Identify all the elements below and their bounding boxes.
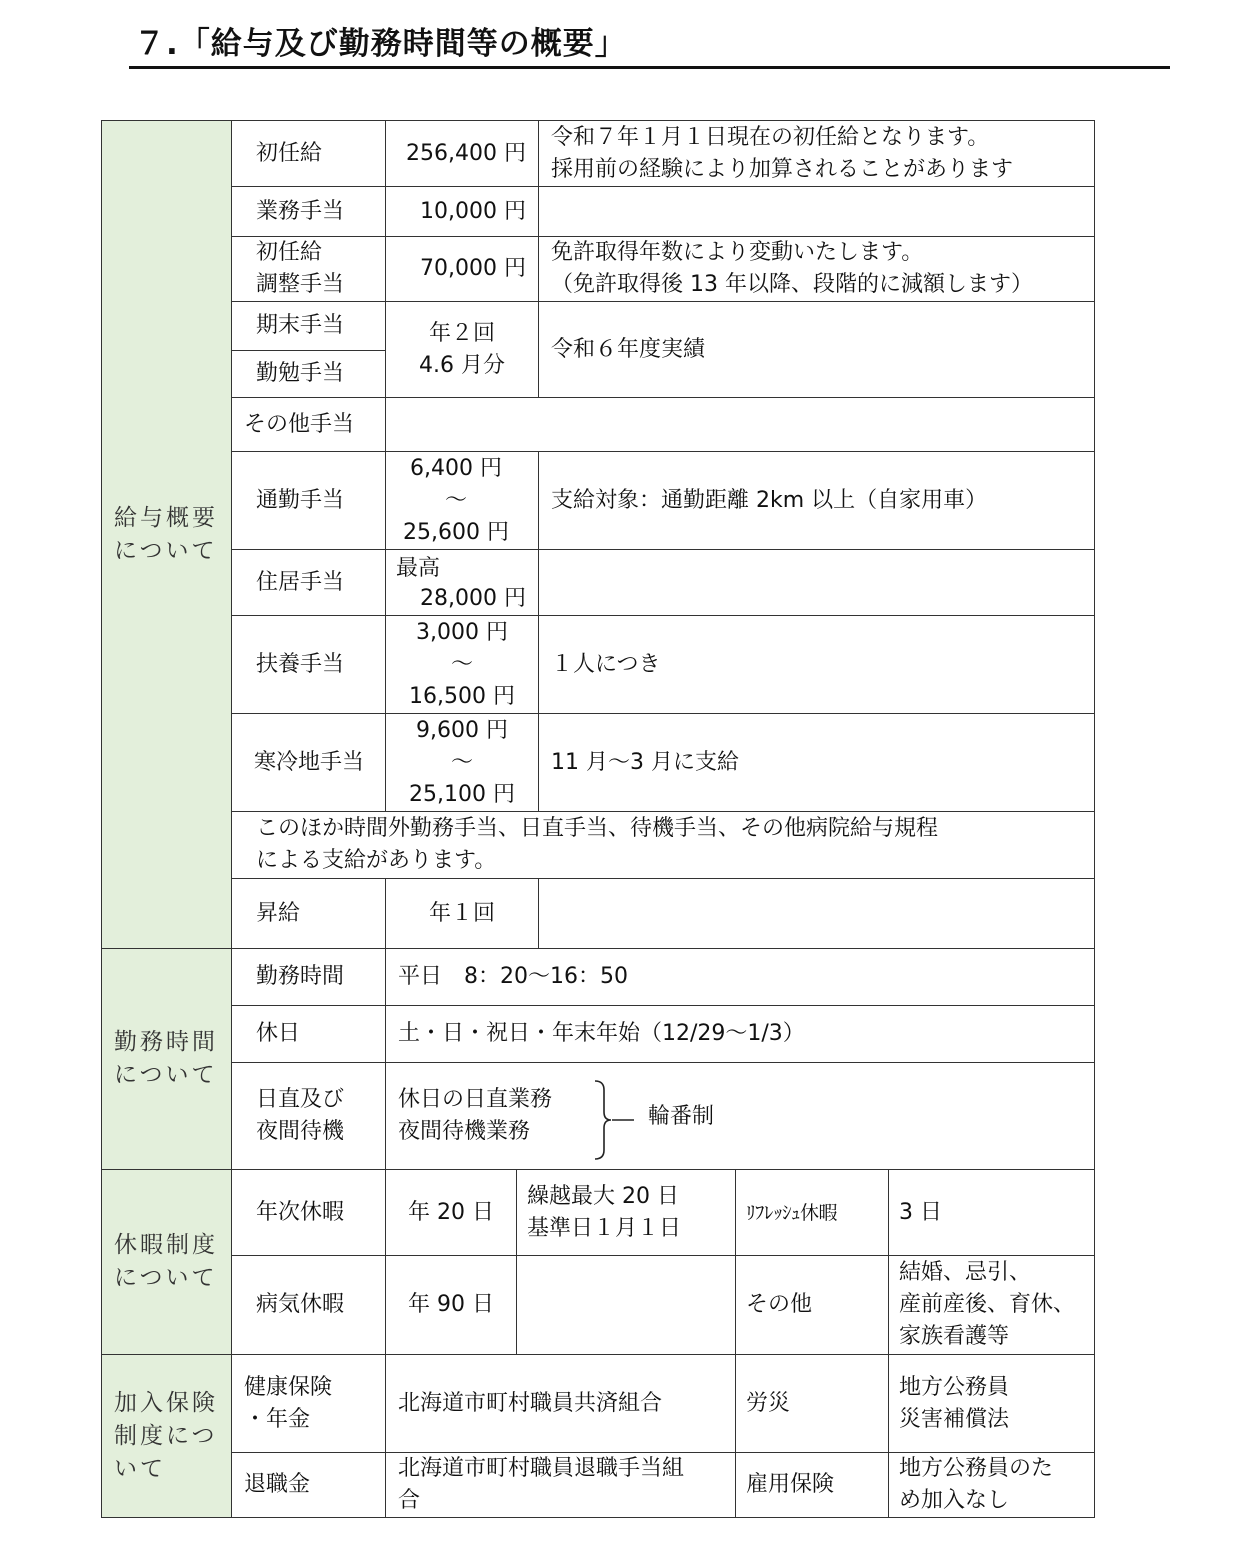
cold-region-allowance-label: 寒冷地手当 xyxy=(231,713,386,812)
sick-leave-value: 年 90 日 xyxy=(385,1255,517,1355)
dependent-allowance-value: 3,000 円 ～ 16,500 円 xyxy=(385,615,539,714)
commute-allowance-label: 通勤手当 xyxy=(231,451,386,550)
cold-region-allowance-note: 11 月～3 月に支給 xyxy=(538,713,1095,812)
sick-leave-note xyxy=(516,1255,736,1355)
dependent-allowance-note: １人につき xyxy=(538,615,1095,714)
work-hours-value: 平日 8：20～16：50 xyxy=(385,948,1095,1006)
right-brace-icon xyxy=(594,1080,612,1160)
adjust-allowance-note: 免許取得年数により変動いたします。 （免許取得後 13 年以降、段階的に減額します） xyxy=(538,236,1095,302)
starting-pay-note: 令和７年１月１日現在の初任給となります。 採用前の経験により加算されることがあります xyxy=(538,120,1095,187)
term-end-allowance-label: 期末手当 xyxy=(231,301,386,351)
housing-allowance-prefix: 最高 xyxy=(396,556,441,581)
salary-footnote: このほか時間外勤務手当、日直手当、待機手当、その他病院給与規程 による支給があります。 xyxy=(231,811,1095,879)
holiday-value: 土・日・祝日・年末年始（12/29～1/3） xyxy=(385,1005,1095,1063)
section-salary: 給与概要 について xyxy=(101,120,232,949)
section-leave: 休暇制度 について xyxy=(101,1169,232,1355)
duty-allowance-label: 業務手当 xyxy=(231,186,386,237)
duty-standby-label: 日直及び 夜間待機 xyxy=(231,1062,386,1170)
duty-standby-value: 休日の日直業務 夜間待機業務 xyxy=(385,1062,1095,1170)
refresh-leave-label: ﾘﾌﾚｯｼｭ休暇 xyxy=(735,1169,889,1256)
annual-leave-note: 繰越最大 20 日 基準日１月１日 xyxy=(516,1169,736,1256)
other-leave-value: 結婚、忌引、 産前産後、育休、 家族看護等 xyxy=(888,1255,1095,1355)
annual-leave-value: 年 20 日 xyxy=(385,1169,517,1256)
refresh-leave-value: 3 日 xyxy=(888,1169,1095,1256)
bonus-note: 令和６年度実績 xyxy=(538,301,1095,398)
page-title: ７.「給与及び勤務時間等の概要」 xyxy=(134,26,627,62)
retirement-label: 退職金 xyxy=(231,1452,386,1518)
retirement-value: 北海道市町村職員退職手当組 合 xyxy=(385,1452,736,1518)
raise-value: 年１回 xyxy=(385,878,539,949)
commute-allowance-value: 6,400 円 ～ 25,600 円 xyxy=(385,451,539,550)
annual-leave-label: 年次休暇 xyxy=(231,1169,386,1256)
adjust-allowance-label: 初任給 調整手当 xyxy=(231,236,386,302)
bonus-value: 年２回 4.6 月分 xyxy=(385,301,539,398)
connector-line xyxy=(612,1115,636,1125)
dependent-allowance-label: 扶養手当 xyxy=(231,615,386,714)
starting-pay-value: 256,400 円 xyxy=(385,120,539,187)
duty-allowance-note xyxy=(538,186,1095,237)
other-allowance-value xyxy=(385,397,1095,452)
health-insurance-label: 健康保険 ・年金 xyxy=(231,1354,386,1453)
diligence-allowance-label: 勤勉手当 xyxy=(231,350,386,398)
health-insurance-value: 北海道市町村職員共済組合 xyxy=(385,1354,736,1453)
housing-allowance-label: 住居手当 xyxy=(231,549,386,616)
cold-region-allowance-value: 9,600 円 ～ 25,100 円 xyxy=(385,713,539,812)
other-leave-label: その他 xyxy=(735,1255,889,1355)
accident-insurance-label: 労災 xyxy=(735,1354,889,1453)
housing-allowance-note xyxy=(538,549,1095,616)
employment-insurance-value: 地方公務員のた め加入なし xyxy=(888,1452,1095,1518)
section-insurance: 加入保険 制度につ いて xyxy=(101,1354,232,1518)
adjust-allowance-value: 70,000 円 xyxy=(385,236,539,302)
duty-allowance-value: 10,000 円 xyxy=(385,186,539,237)
raise-label: 昇給 xyxy=(231,878,386,949)
employment-insurance-label: 雇用保険 xyxy=(735,1452,889,1518)
accident-insurance-value: 地方公務員 災害補償法 xyxy=(888,1354,1095,1453)
work-hours-label: 勤務時間 xyxy=(231,948,386,1006)
section-hours: 勤務時間 について xyxy=(101,948,232,1170)
starting-pay-label: 初任給 xyxy=(231,120,386,187)
commute-allowance-note: 支給対象：通勤距離 2km 以上（自家用車） xyxy=(538,451,1095,550)
sick-leave-label: 病気休暇 xyxy=(231,1255,386,1355)
holiday-label: 休日 xyxy=(231,1005,386,1063)
housing-allowance-value: 28,000 円 xyxy=(420,586,526,611)
other-allowance-label: その他手当 xyxy=(231,397,386,452)
rotation-label: 輪番制 xyxy=(648,1104,715,1129)
raise-note xyxy=(538,878,1095,949)
